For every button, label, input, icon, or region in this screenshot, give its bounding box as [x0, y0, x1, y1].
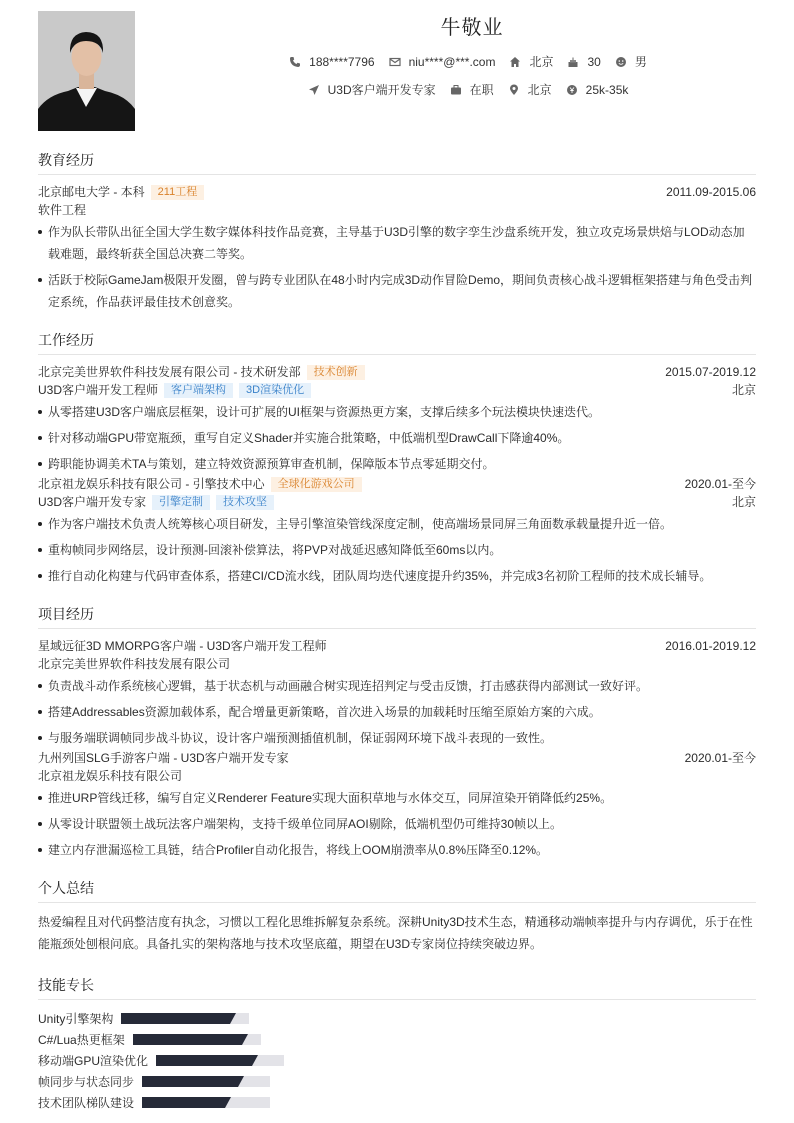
home-icon — [509, 56, 521, 68]
phone-text: 188****7796 — [309, 54, 375, 69]
status-item — [450, 81, 494, 98]
cake-icon — [567, 56, 579, 68]
education-section — [38, 150, 756, 313]
company-tag: 技术创新 — [307, 365, 365, 380]
skill-label: C#/Lua热更框架 — [38, 1033, 125, 1047]
position-text: U3D客户端开发专家 — [327, 83, 436, 97]
job-intent-row — [268, 81, 668, 98]
skill-tag: 技术攻坚 — [216, 495, 274, 510]
education-bullets — [38, 221, 756, 313]
skill-level-bar — [142, 1097, 270, 1108]
work-dates: 2020.01-至今 — [684, 477, 756, 491]
section-title: 个人总结 — [38, 878, 756, 903]
resume-page — [38, 11, 756, 1113]
skill-label: 移动端GPU渲染优化 — [38, 1054, 149, 1068]
list-item: 活跃于校际GameJam极限开发圈，曾与跨专业团队在48小时内完成3D动作冒险Demo，期间负责核心战斗逻辑框架搭建与角色受击判定系统，作品获评最佳技术创意奖。 — [38, 269, 756, 313]
skill-level-fill — [156, 1055, 252, 1066]
skill-label: 技术团队梯队建设 — [38, 1096, 135, 1110]
skill-level-bar — [133, 1034, 261, 1045]
work-bullets — [38, 513, 756, 587]
gender-text: 男 — [634, 55, 647, 69]
work-entry — [38, 475, 756, 587]
company-name: 北京完美世界软件科技发展有限公司 - 技术研发部 — [38, 365, 301, 379]
skill-label: 帧同步与状态同步 — [38, 1075, 135, 1089]
project-bullets — [38, 675, 756, 749]
project-name: 星域远征3D MMORPG客户端 - U3D客户端开发工程师 — [38, 639, 327, 653]
project-dates: 2016.01-2019.12 — [665, 639, 756, 653]
age-item — [567, 55, 600, 69]
target-city-text: 北京 — [527, 83, 552, 97]
list-item: 推进URP管线迁移，编写自定义Renderer Feature实现大面积草地与水体交互，同屏渲染开销降低约25%。 — [38, 787, 756, 809]
project-bullets — [38, 787, 756, 861]
age-text: 30 — [587, 54, 601, 69]
phone-icon — [289, 56, 301, 68]
resume-header — [38, 11, 756, 131]
skill-level-bar — [156, 1055, 284, 1066]
list-item: 重构帧同步网络层，设计预测-回滚补偿算法，将PVP对战延迟感知降低至60ms以内。 — [38, 539, 756, 561]
skills-section — [38, 975, 756, 1113]
company-tag: 全球化游戏公司 — [271, 477, 362, 492]
major: 软件工程 — [38, 203, 87, 217]
projects-section — [38, 604, 756, 861]
skill-tag: 客户端架构 — [164, 383, 233, 398]
gender-item — [615, 53, 647, 70]
list-item: 负责战斗动作系统核心逻辑，基于状态机与动画融合树实现连招判定与受击反馈，打击感获得内部测试一致好评。 — [38, 675, 756, 697]
skill-level-bar — [121, 1013, 249, 1024]
project-entry — [38, 749, 756, 861]
pin-icon — [508, 84, 520, 96]
email-item — [389, 55, 496, 69]
email-text: niu****@***.com — [408, 54, 496, 69]
project-entry — [38, 637, 756, 749]
list-item: 与服务端联调帧同步战斗协议，设计客户端预测插值机制，保证弱网环境下战斗表现的一致性。 — [38, 727, 756, 749]
company-name: 北京祖龙娱乐科技有限公司 - 引擎技术中心 — [38, 477, 265, 491]
list-item: 推行自动化构建与代码审查体系，搭建CI/CD流水线，团队周均迭代速度提升约35%，并完成3名初阶工程师的技术成长辅导。 — [38, 565, 756, 587]
project-company: 北京完美世界软件科技发展有限公司 — [38, 657, 231, 671]
skill-level-fill — [142, 1076, 238, 1087]
yuan-icon — [566, 84, 578, 96]
list-item: 作为客户端技术负责人统筹核心项目研发，主导引擎渲染管线深度定制，使高端场景同屏三角面数承载量提升近一倍。 — [38, 513, 756, 535]
mail-icon — [389, 56, 401, 68]
location-item — [509, 53, 553, 70]
section-title: 工作经历 — [38, 330, 756, 355]
summary-text: 热爱编程且对代码整洁度有执念，习惯以工程化思维拆解复杂系统。深耕Unity3D技术生态，精通移动端帧率提升与内存调优，乐于在性能瓶颈处刨根问底。具备扎实的架构落地与技术攻坚底蕴，期望在U3D专家岗位持续突破边界。 — [38, 915, 753, 951]
list-item: 针对移动端GPU带宽瓶颈，重写自定义Shader并实施合批策略，中低端机型DrawCall下降逾40%。 — [38, 427, 756, 449]
position-item — [308, 81, 436, 98]
education-dates: 2011.09-2015.06 — [666, 185, 756, 199]
school-tag: 211工程 — [151, 185, 205, 200]
work-dates: 2015.07-2019.12 — [665, 365, 756, 379]
candidate-name: 牛敬业 — [440, 17, 504, 39]
list-item: 搭建Addressables资源加载体系，配合增量更新策略，首次进入场景的加载耗时压缩至原始方案的六成。 — [38, 701, 756, 723]
role-title: U3D客户端开发专家 — [38, 495, 147, 509]
skills-list — [38, 1008, 756, 1113]
skill-item — [38, 1071, 399, 1092]
section-title: 教育经历 — [38, 150, 756, 175]
project-name: 九州列国SLG手游客户端 - U3D客户端开发专家 — [38, 751, 289, 765]
list-item: 跨职能协调美术TA与策划，建立特效资源预算审查机制，保障版本节点零延期交付。 — [38, 453, 756, 475]
work-entry — [38, 363, 756, 475]
list-item: 作为队长带队出征全国大学生数字媒体科技作品竞赛，主导基于U3D引擎的数字孪生沙盘系统开发，独立攻克场景烘焙与LOD动态加载难题，最终斩获全国总决赛二等奖。 — [38, 221, 756, 265]
salary-text: 25k-35k — [585, 82, 629, 97]
school-name: 北京邮电大学 - 本科 — [38, 185, 145, 199]
skill-label: Unity引擎架构 — [38, 1012, 114, 1026]
skill-item — [38, 1050, 399, 1071]
section-title: 项目经历 — [38, 604, 756, 629]
skill-level-fill — [121, 1013, 230, 1024]
salary-item — [566, 83, 629, 97]
target-city-item — [508, 81, 552, 98]
phone-item — [289, 55, 374, 69]
location-text: 北京 — [529, 55, 554, 69]
section-title: 技能专长 — [38, 975, 756, 1000]
skill-tag: 3D渲染优化 — [239, 383, 311, 398]
skill-item — [38, 1008, 399, 1029]
work-section — [38, 330, 756, 587]
role-title: U3D客户端开发工程师 — [38, 383, 159, 397]
work-city: 北京 — [731, 383, 756, 397]
skill-tag: 引擎定制 — [152, 495, 210, 510]
project-company: 北京祖龙娱乐科技有限公司 — [38, 769, 183, 783]
briefcase-icon — [450, 84, 462, 96]
project-dates: 2020.01-至今 — [684, 751, 756, 765]
list-item: 建立内存泄漏巡检工具链，结合Profiler自动化报告，将线上OOM崩溃率从0.8%压降至0.12%。 — [38, 839, 756, 861]
list-item: 从零搭建U3D客户端底层框架，设计可扩展的UI框架与资源热更方案，支撑后续多个玩法模块快速迭代。 — [38, 401, 756, 423]
skill-level-bar — [142, 1076, 270, 1087]
list-item: 从零设计联盟领土战玩法客户端架构，支持千级单位同屏AOI剔除，低端机型仍可维持30帧以上。 — [38, 813, 756, 835]
work-city: 北京 — [731, 495, 756, 509]
education-header — [38, 183, 756, 201]
work-bullets — [38, 401, 756, 475]
contact-row — [268, 53, 668, 70]
skill-item — [38, 1029, 399, 1050]
summary-section — [38, 878, 756, 955]
skill-item — [38, 1092, 399, 1113]
skill-level-fill — [133, 1034, 242, 1045]
gender-icon — [615, 56, 627, 68]
status-text: 在职 — [469, 83, 494, 97]
send-icon — [308, 84, 320, 96]
skill-level-fill — [142, 1097, 225, 1108]
